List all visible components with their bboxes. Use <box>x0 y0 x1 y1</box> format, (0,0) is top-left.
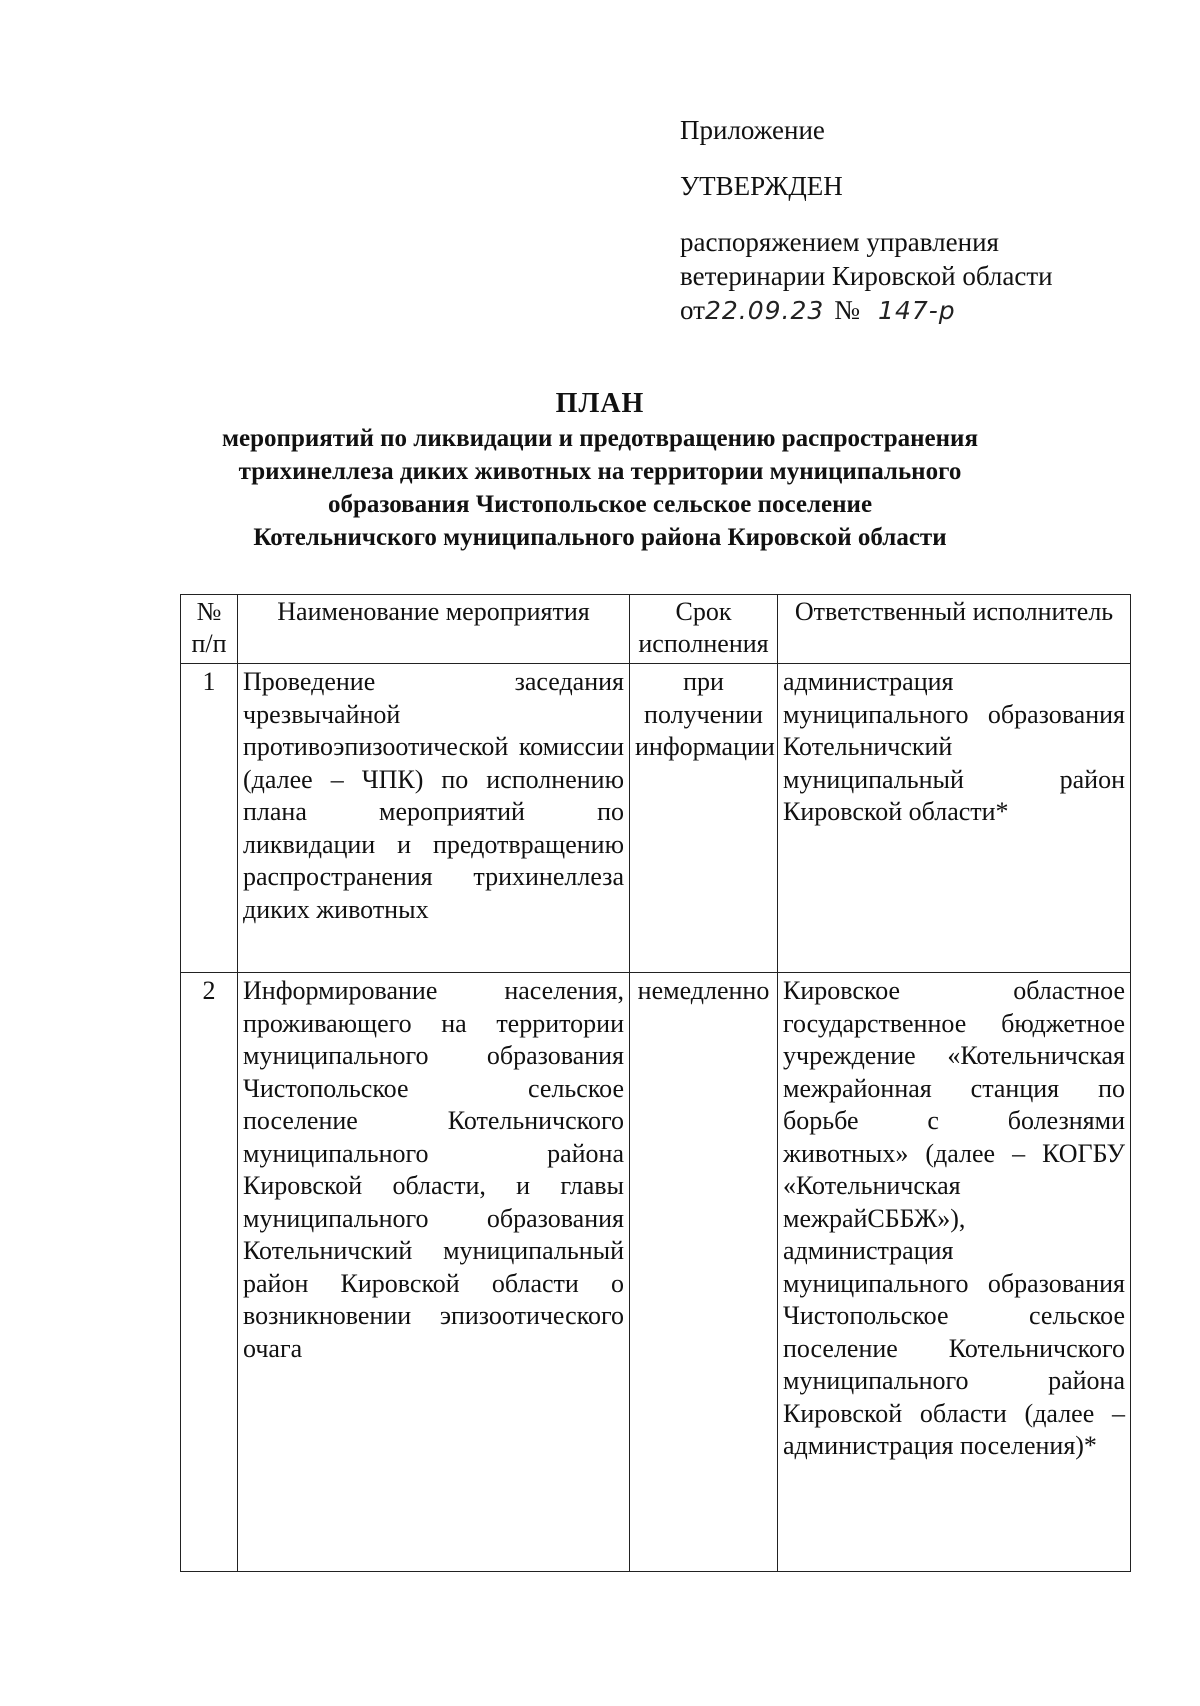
table-row <box>181 664 1131 973</box>
title-line-3: образования Чистопольское сельское поселение <box>327 491 873 518</box>
row-deadline: при получении информации <box>630 664 778 973</box>
plan-table <box>180 594 1131 1572</box>
row-executor: Кировское областное государственное бюджетное учреждение «Котельничская межрайонная станция по борьбе с болезнями животных» (далее – КОГБУ «Котельничская межрайСББЖ»), администрация муниципального образования Чистопольское сельское поселение Котельничского муниципального района Кировской области (далее – администрация поселения)* <box>778 973 1131 1572</box>
approved-by-line-1: распоряжением управления <box>680 227 999 257</box>
title-heading: ПЛАН <box>555 388 645 419</box>
title-line-1: мероприятий по ликвидации и предотвращению распространения <box>222 425 978 452</box>
header-executor: Ответственный исполнитель <box>778 595 1131 664</box>
row-activity-name: Информирование населения, проживающего на территории муниципального образования Чистопольское сельское поселение Котельничского муниципального района Кировской области, и главы муниципального образования Котельничский муниципальный район Кировской области о возникновении эпизоотического очага <box>238 973 630 1572</box>
approval-block <box>680 113 1120 328</box>
row-executor: администрация муниципального образования Котельничский муниципальный район Кировской области* <box>778 664 1131 973</box>
approved-label: УТВЕРЖДЕН <box>680 171 843 201</box>
table-row <box>181 973 1131 1572</box>
header-number: № п/п <box>181 595 238 664</box>
title-line-4: Котельничского муниципального района Кировской области <box>253 524 947 551</box>
handwritten-number: 147-р <box>878 296 956 325</box>
from-label: от <box>680 295 705 325</box>
document-title <box>130 386 1070 554</box>
approved-by-line-2: ветеринарии Кировской области <box>680 261 1053 291</box>
header-deadline: Срок исполнения <box>630 595 778 664</box>
row-deadline: немедленно <box>630 973 778 1572</box>
row-activity-name: Проведение заседания чрезвычайной противоэпизоотической комиссии (далее – ЧПК) по исполнению плана мероприятий по ликвидации и предотвращению распространения трихинеллеза диких животных <box>238 664 630 973</box>
row-number: 2 <box>181 973 238 1572</box>
handwritten-date: 22.09.23 <box>704 296 825 325</box>
title-line-2: трихинеллеза диких животных на территории муниципального <box>238 458 962 485</box>
table-header-row <box>181 595 1131 664</box>
header-name: Наименование мероприятия <box>238 595 630 664</box>
number-sign: № <box>834 295 861 325</box>
approval-date-number-line <box>680 293 1120 328</box>
appendix-label: Приложение <box>680 115 825 145</box>
row-number: 1 <box>181 664 238 973</box>
